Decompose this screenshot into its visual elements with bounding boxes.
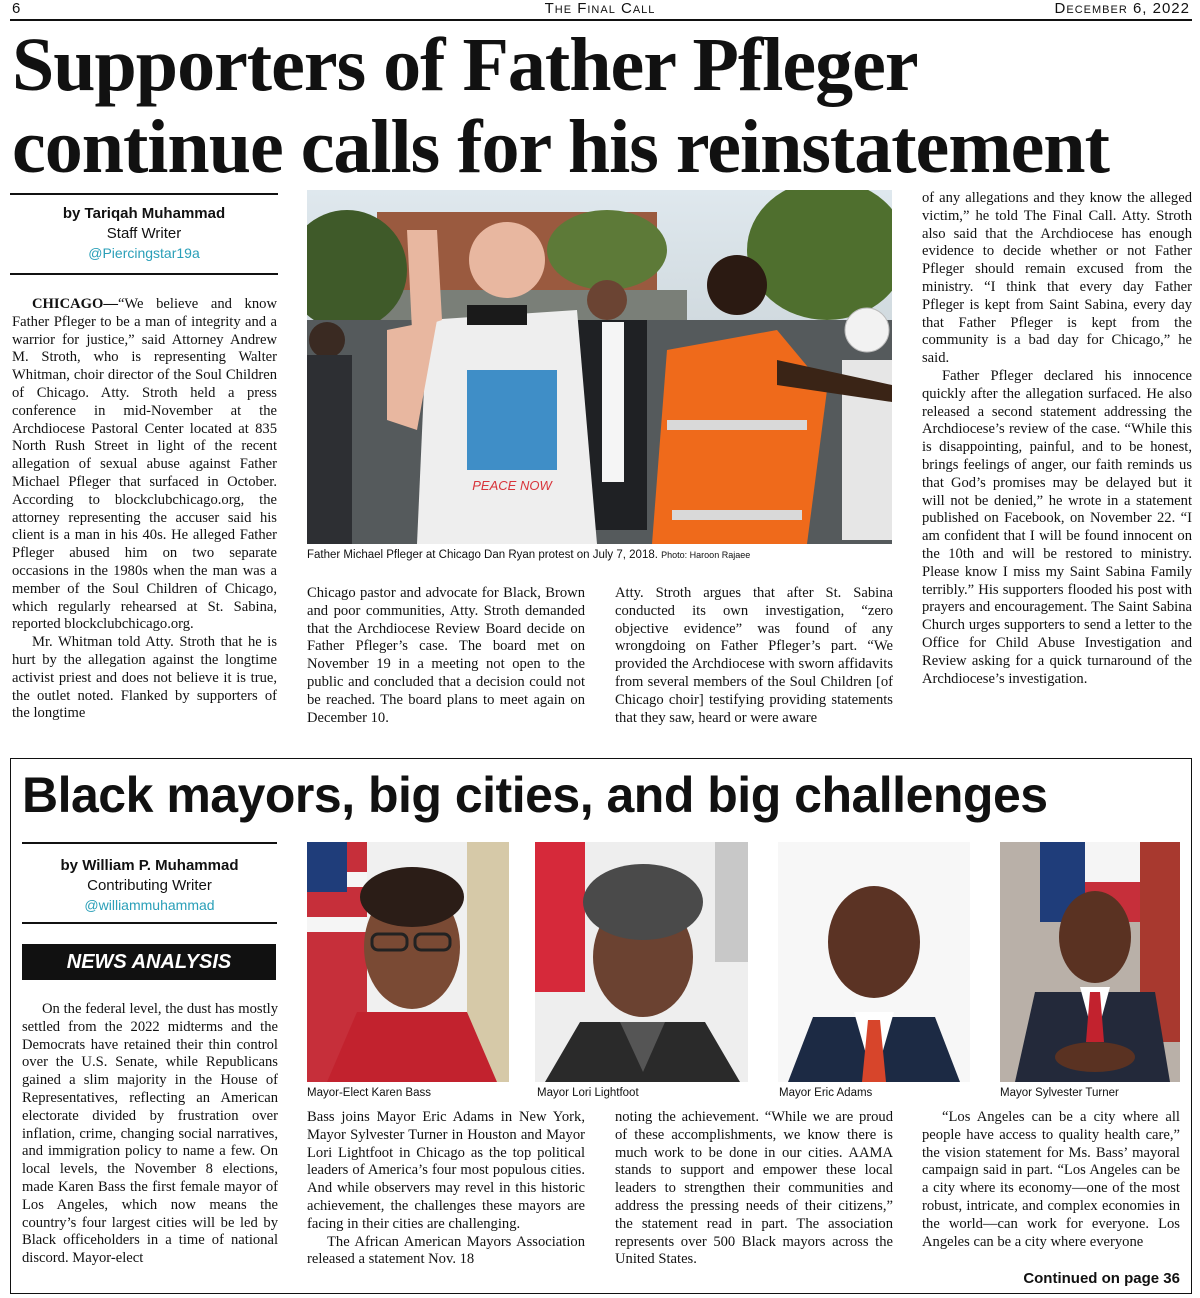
- story1-paragraph: Chicago pastor and advocate for Black, Brown and poor communities, Atty. Stroth demanded that the Archdiocese Review Board decide on Father Pfleger’s case. The board met on November 19 in a meeting not open to the public and concluded that a decision could not be reached. The board plans to meet again on December 10.: [307, 585, 585, 726]
- story1-headline-line1: Supporters of Father Pfleger: [12, 23, 918, 107]
- pfleger-protest-photo: [307, 190, 892, 544]
- story1-paragraph: Atty. Stroth argues that after St. Sabina conducted its own investigation, “zero objective evidence” was found of any wrongdoing on Father Pfleger’s part. “We provided the Archdiocese with sworn affidavits from several members of the Soul Children [of Chicago choir] testifying providing statements that they saw, heard or were aware: [615, 585, 893, 726]
- eric-adams-photo: [778, 842, 970, 1082]
- story1-paragraph: of any allegations and they know the alleged victim,” he told The Final Call. Atty. Stroth also said that the Archdiocese has enough evidence to decide whether or not Father Pfleger should remain excused from the ministry. “I think that every day Father Pfleger is kept from Saint Sabina, every day that Father Pfleger is kept from the community is a bad day for Chicago,” he said.: [922, 190, 1192, 367]
- story2-paragraph: Bass joins Mayor Eric Adams in New York, Mayor Sylvester Turner in Houston and Mayor Lori Lightfoot in Chicago as the top political leaders of America’s four most populous cities. And while observers may revel in this historic achievement, the challenges these mayors are facing in their cities are challenging.: [307, 1109, 585, 1232]
- news-analysis-label: NEWS ANALYSIS: [22, 944, 276, 980]
- protest-photo-illustration: [307, 190, 892, 544]
- byline-rule-bottom: [22, 922, 277, 924]
- photo-caption-turner: Mayor Sylvester Turner: [1000, 1087, 1119, 1099]
- story1-paragraph: “We believe and know Father Pfleger to be a man of integrity and a warrior for justice,” said Attorney Andrew M. Stroth, who is representing Walter Whitman, choir director of the Soul Children of Chicago. Atty. Stroth held a press conference in mid-November at the Archdiocese Pastoral Center located at 835 North Rush Street in light of the recent allegation of sexual abuse against Father Michael Pfleger that surfaced in October. According to blockclubchicago.org, the attorney representing the accuser said his client is a man in his 40s. He alleged Father Pfleger abused him on two separate occasions in the 1980s when the man was a member of the Soul Children of Chicago, which regularly rehearsed at St. Sabina, reported blockclubchicago.org.: [12, 296, 277, 633]
- page-number: 6: [12, 0, 21, 17]
- publication-name: The Final Call: [544, 0, 656, 17]
- story2-paragraph: “Los Angeles can be a city where all people have access to quality health care,” the vision statement for Ms. Bass’ mayoral campaign said in part. “Los Angeles can be a city where its economy—one of the most robust, intricate, and complex economies in the world—can work for everyone. Los Angeles can be a city where everyone: [922, 1109, 1180, 1250]
- story2-headline: Black mayors, big cities, and big challenges: [22, 767, 1048, 823]
- story1-headline-line2: continue calls for his reinstatement: [12, 105, 1109, 189]
- story2-byline: [22, 856, 277, 914]
- story1-photo-caption: [307, 548, 892, 562]
- story1-paragraph: Mr. Whitman told Atty. Stroth that he is hurt by the allegation against the longtime activist priest and does not believe it is true, the outlet noted. Flanked by supporters of the longtime: [12, 634, 277, 722]
- byline-rule-bottom: [10, 273, 278, 275]
- portrait-illustration: [307, 842, 509, 1082]
- byline-role: Staff Writer: [106, 225, 182, 242]
- story2-column-3: [615, 1109, 893, 1269]
- story2-paragraph: On the federal level, the dust has mostly settled from the 2022 midterms and the Democrats have retained their thin control over the U.S. Senate, while Republicans gained a slim majority in the House of Representatives, reflecting an American electorate divided by frustration over inflation, crime, changing social narratives, and immigration policy to name a few. On local levels, the November 8 elections, made Karen Bass the first female mayor of Los Angeles, which now means the country’s four largest cities will be led by Black officeholders in a time of national discord. Mayor-elect: [22, 1001, 278, 1267]
- photo-caption-lightfoot: Mayor Lori Lightfoot: [537, 1087, 639, 1099]
- byline-author: by Tariqah Muhammad: [62, 205, 226, 222]
- story2-paragraph: The African American Mayors Association released a statement Nov. 18: [307, 1233, 585, 1268]
- story1-column-3: [615, 585, 893, 727]
- photo-credit: Photo: Haroon Rajaee: [661, 550, 751, 560]
- story2-column-2: [307, 1109, 585, 1269]
- story1-column-2: [307, 585, 585, 727]
- portrait-illustration: [778, 842, 970, 1082]
- story2-column-1: [22, 1001, 278, 1268]
- caption-text: Father Michael Pfleger at Chicago Dan Ryan protest on July 7, 2018.: [307, 549, 658, 561]
- story2-paragraph: noting the achievement. “While we are proud of these accomplishments, we know there is much work to be done in our cities. AAMA stands to support and empower these local leaders to strengthen their communities and address the pressing needs of their citizens,” the statement read in part. The association represents over 500 Black mayors across the United States.: [615, 1109, 893, 1268]
- byline-handle[interactable]: @Piercingstar19a: [88, 245, 200, 261]
- karen-bass-photo: [307, 842, 509, 1082]
- story1-column-1: [12, 296, 277, 723]
- portrait-illustration: [1000, 842, 1180, 1082]
- sylvester-turner-photo: [1000, 842, 1180, 1082]
- photo-caption-bass: Mayor-Elect Karen Bass: [307, 1087, 431, 1099]
- story1-byline: [10, 204, 278, 262]
- header-rule: [10, 19, 1192, 21]
- story1-column-4: [922, 190, 1192, 688]
- byline-rule-top: [22, 842, 277, 844]
- dateline: CHICAGO—: [32, 296, 118, 312]
- continued-on-page[interactable]: Continued on page 36: [1023, 1270, 1180, 1287]
- story2-column-4: [922, 1109, 1180, 1251]
- story1-headline: [12, 24, 1192, 188]
- byline-rule-top: [10, 193, 278, 195]
- story1-paragraph: Father Pfleger declared his innocence quickly after the allegation surfaced. He also released a second statement addressing the Archdiocese’s review of the case. “While this is disappointing, painful, and to be honest, brings feelings of anger, our faith reminds us that God’s promises may be delayed but it will not be denied,” he wrote in a statement published on Facebook, on November 22. “I am confident that I will be found innocent on the 10th and will be restored to ministry. Please know I miss my Saint Sabina Family terribly.” His supporters flooded his post with prayers and encouragement. The Saint Sabina Church urges supporters to send a letter to the Office for Child Abuse Investigation and Review asking for a quick turnaround of the Archdiocese’s investigation.: [922, 367, 1192, 687]
- portrait-illustration: [535, 842, 748, 1082]
- issue-date: December 6, 2022: [1054, 0, 1190, 17]
- byline-author: by William P. Muhammad: [60, 857, 239, 874]
- shirt-text: PEACE NOW: [472, 478, 552, 493]
- byline-handle[interactable]: @williammuhammad: [84, 897, 215, 913]
- byline-role: Contributing Writer: [87, 877, 212, 894]
- photo-caption-adams: Mayor Eric Adams: [779, 1087, 873, 1099]
- lori-lightfoot-photo: [535, 842, 748, 1082]
